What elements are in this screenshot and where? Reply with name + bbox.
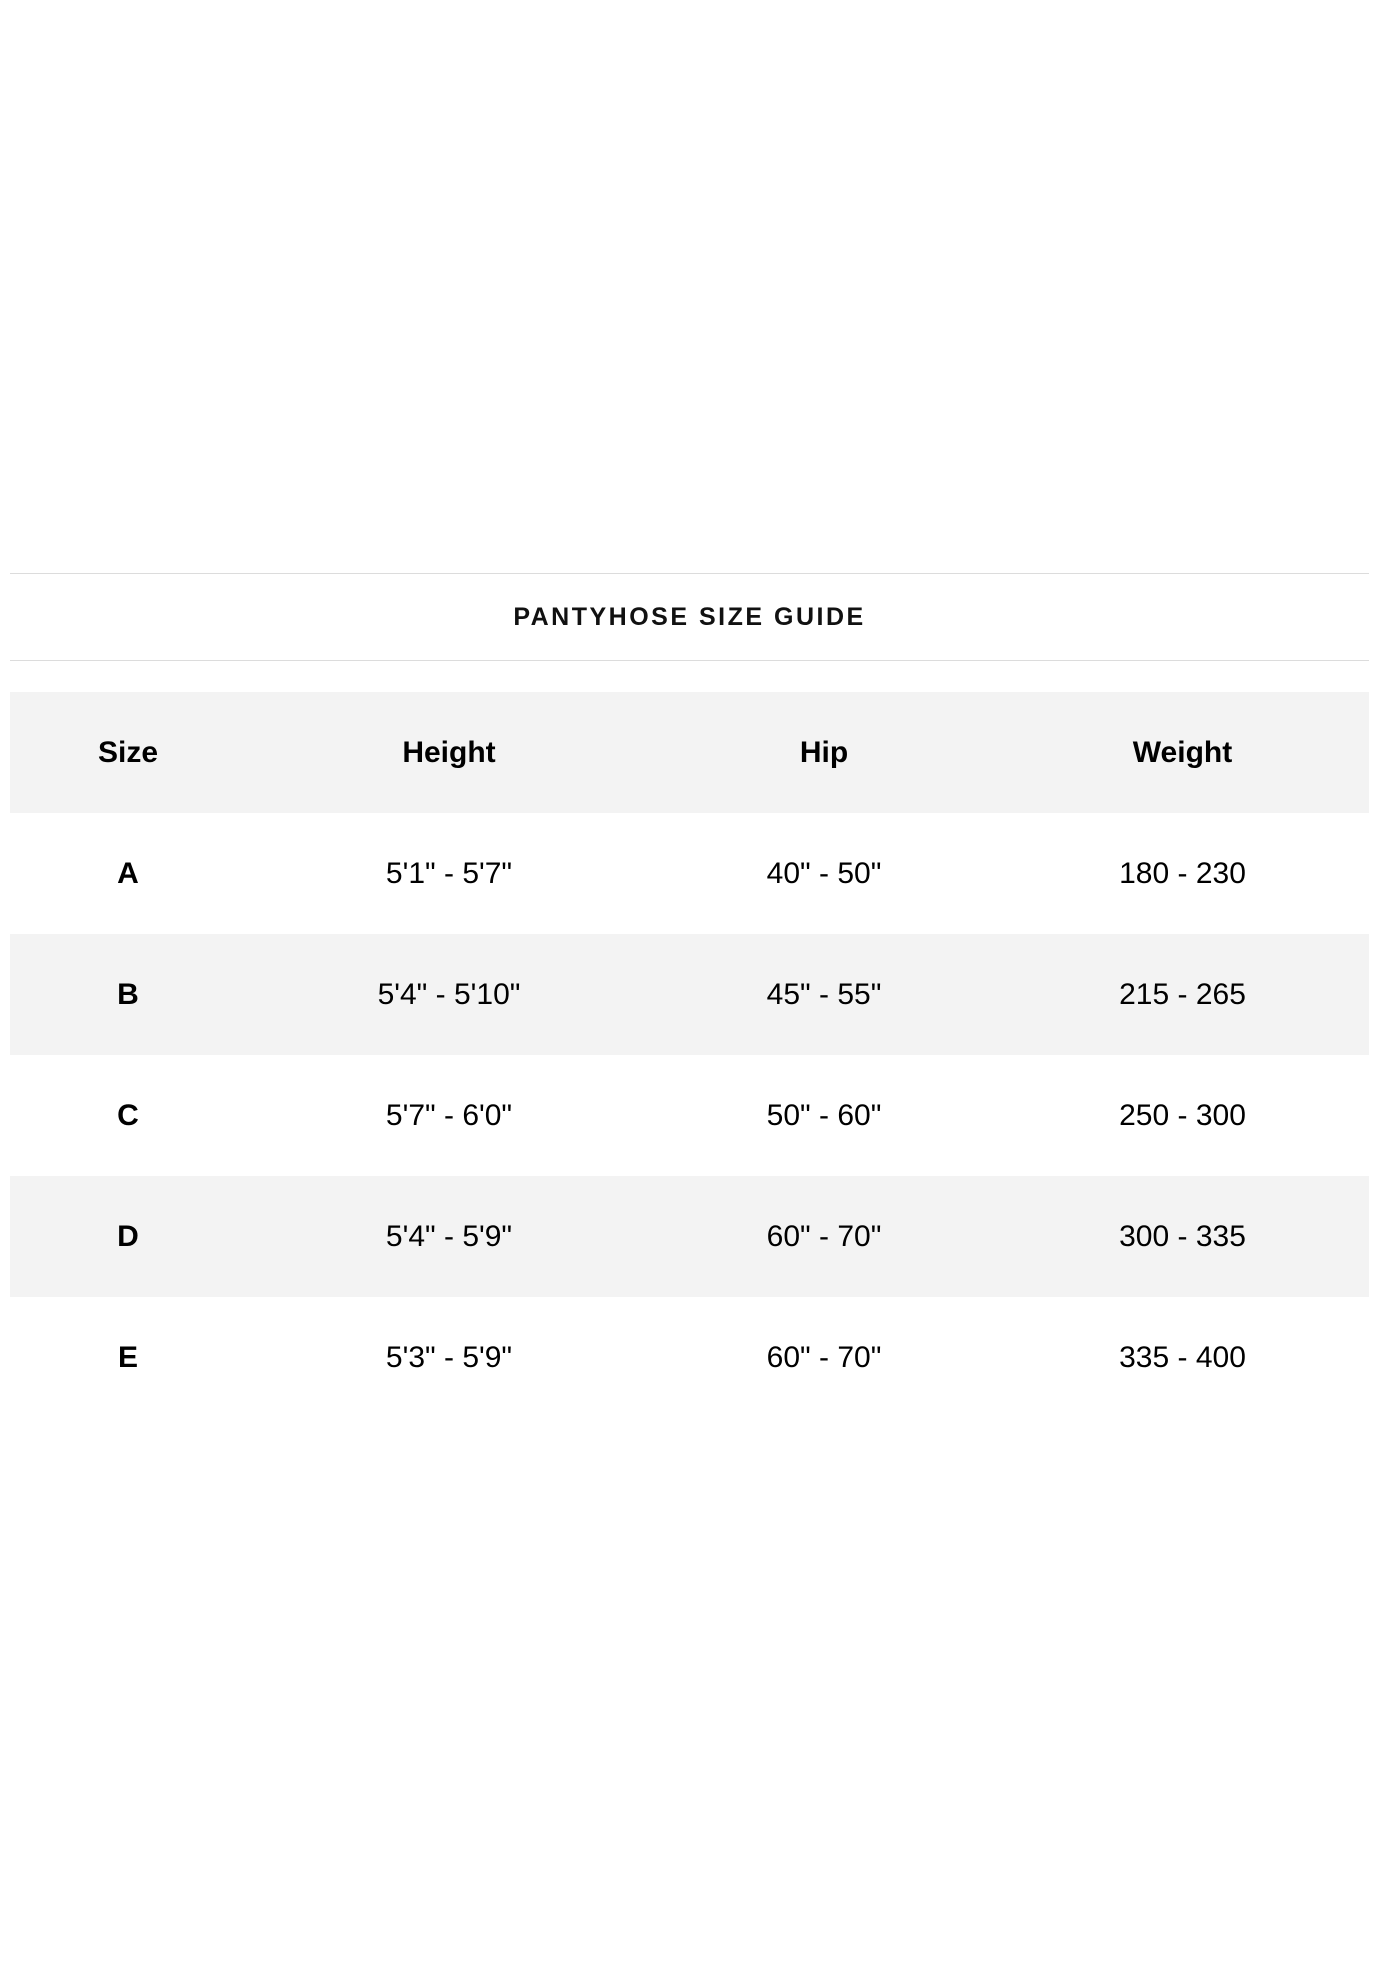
hip-cell: 40" - 50" bbox=[766, 856, 882, 890]
weight-cell: 250 - 300 bbox=[1119, 1098, 1246, 1132]
size-cell: A bbox=[117, 856, 139, 890]
size-guide-title-bar bbox=[10, 573, 1369, 661]
table-row bbox=[10, 1176, 1369, 1297]
height-cell: 5'7" - 6'0" bbox=[385, 1098, 513, 1132]
table-row bbox=[10, 934, 1369, 1055]
table-row bbox=[10, 1055, 1369, 1176]
size-guide-title: PANTYHOSE SIZE GUIDE bbox=[513, 602, 866, 631]
hip-cell: 50" - 60" bbox=[766, 1098, 882, 1132]
header-weight: Weight bbox=[1132, 735, 1233, 769]
hip-cell: 45" - 55" bbox=[766, 977, 882, 1011]
header-hip: Hip bbox=[799, 735, 849, 769]
table-header-row bbox=[10, 692, 1369, 813]
weight-cell: 180 - 230 bbox=[1119, 856, 1246, 890]
weight-cell: 215 - 265 bbox=[1119, 977, 1246, 1011]
size-cell: D bbox=[117, 1219, 139, 1253]
weight-cell: 335 - 400 bbox=[1119, 1340, 1246, 1374]
height-cell: 5'4" - 5'10" bbox=[377, 977, 521, 1011]
header-height: Height bbox=[402, 735, 496, 769]
table-row bbox=[10, 1297, 1369, 1418]
size-cell: B bbox=[117, 977, 139, 1011]
size-cell: E bbox=[117, 1340, 138, 1374]
height-cell: 5'4" - 5'9" bbox=[385, 1219, 513, 1253]
size-table bbox=[10, 692, 1369, 1418]
table-row bbox=[10, 813, 1369, 934]
weight-cell: 300 - 335 bbox=[1119, 1219, 1246, 1253]
size-cell: C bbox=[117, 1098, 139, 1132]
hip-cell: 60" - 70" bbox=[766, 1340, 882, 1374]
hip-cell: 60" - 70" bbox=[766, 1219, 882, 1253]
header-size: Size bbox=[97, 735, 159, 769]
height-cell: 5'1" - 5'7" bbox=[385, 856, 513, 890]
height-cell: 5'3" - 5'9" bbox=[385, 1340, 513, 1374]
